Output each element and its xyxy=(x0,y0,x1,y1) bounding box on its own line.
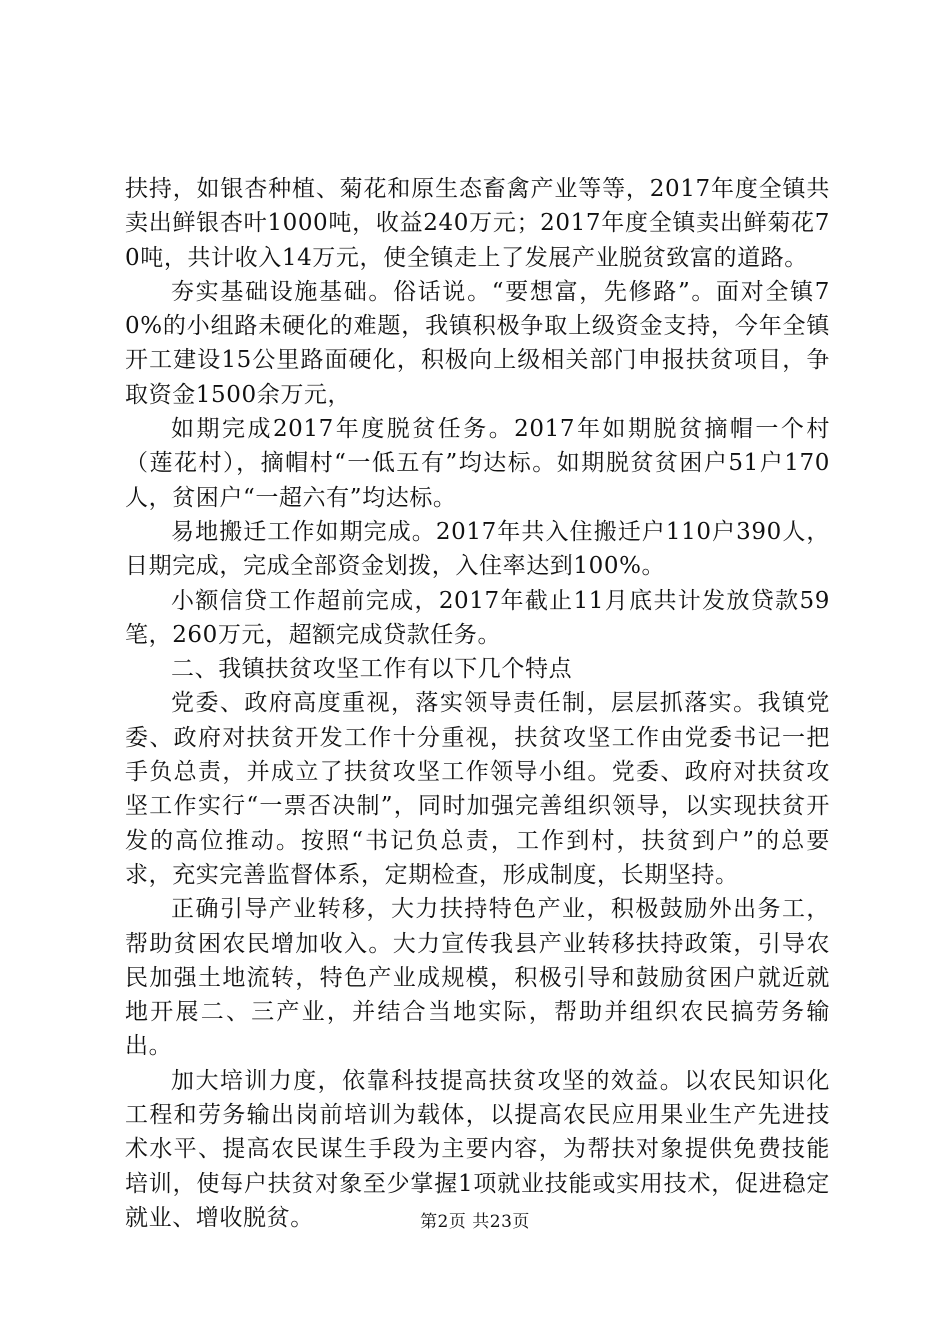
paragraph-relocation: 易地搬迁工作如期完成。2017年共入住搬迁户110户390人，日期完成，完成全部资金划拨，入住率达到100%。 xyxy=(125,518,830,580)
paragraph-leadership: 党委、政府高度重视，落实领导责任制，层层抓落实。我镇党委、政府对扶贫开发工作十分重视，扶贫攻坚工作由党委书记一把手负总责，并成立了扶贫攻坚工作领导小组。党委、政府对扶贫攻坚工作实行“一票否决制”，同时加强完善组织领导，以实现扶贫开发的高位推动。按照“书记负总责，工作到村，扶贫到户”的总要求，充实完善监督体系，定期检查，形成制度，长期坚持。 xyxy=(125,690,830,888)
section-heading-features: 二、我镇扶贫攻坚工作有以下几个特点 xyxy=(171,656,573,683)
document-body xyxy=(125,172,830,1235)
paragraph-industry-support: 扶持，如银杏种植、菊花和原生态畜禽产业等等，2017年度全镇共卖出鲜银杏叶1000吨，收益240万元；2017年度全镇卖出鲜菊花70吨，共计收入14万元，使全镇走上了发展产业脱贫致富的道路。 xyxy=(125,176,830,271)
paragraph-training: 加大培训力度，依靠科技提高扶贫攻坚的效益。以农民知识化工程和劳务输出岗前培训为载体，以提高农民应用果业生产先进技术水平、提高农民谋生手段为主要内容，为帮扶对象提供免费技能培训，使每户扶贫对象至少掌握1项就业技能或实用技术，促进稳定就业、增收脱贫。 xyxy=(125,1067,830,1231)
paragraph-industry-transfer: 正确引导产业转移，大力扶持特色产业，积极鼓励外出务工，帮助贫困农民增加收入。大力宣传我县产业转移扶持政策，引导农民加强土地流转，特色产业成规模，积极引导和鼓励贫困户就近就地开展二、三产业，并结合当地实际，帮助并组织农民搞劳务输出。 xyxy=(125,896,830,1060)
paragraph-microcredit: 小额信贷工作超前完成，2017年截止11月底共计发放贷款59笔，260万元，超额完成贷款任务。 xyxy=(125,587,830,648)
paragraph-poverty-task: 如期完成2017年度脱贫任务。2017年如期脱贫摘帽一个村（莲花村），摘帽村“一低五有”均达标。如期脱贫贫困户51户170人，贫困户“一超六有”均达标。 xyxy=(125,416,830,511)
paragraph-infrastructure: 夯实基础设施基础。俗话说。“要想富，先修路”。面对全镇70%的小组路未硬化的难题，我镇积极争取上级资金支持，今年全镇开工建设15公里路面硬化，积极向上级相关部门申报扶贫项目，争取资金1500余万元， xyxy=(125,278,830,408)
page-number-footer: 第2页 共23页 xyxy=(420,1212,530,1232)
